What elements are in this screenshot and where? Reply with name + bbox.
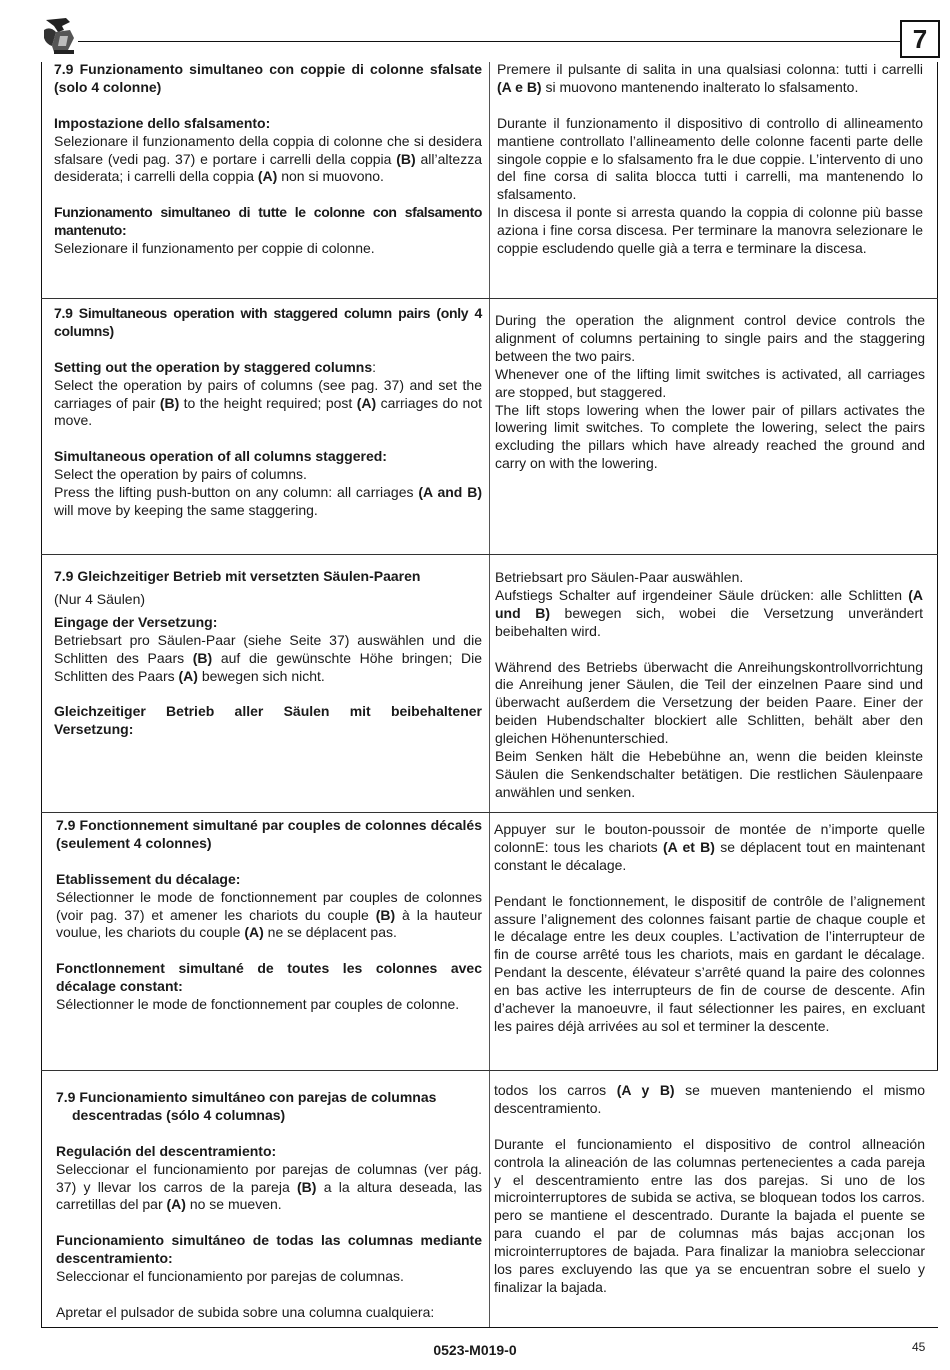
section-de-heading-1: Eingage der Versetzung: [54,613,218,630]
section-it-right-paragraph-2: Durante il funzionamento il dispositivo di controllo di allineamento mantiene controllato l’allineamento delle colonne facenti parte delle singole coppie e lo sfalsamento fra le due coppie. L’intervento di uno del fine corsa di salita blocca tutti i carrelli, ma mantenendo lo sfalsamento. [497,114,923,203]
document-code: 0523-M019-0 [433,1342,517,1358]
section-it-right-paragraph-1: Premere il pulsante di salita in una qualsiasi colonna: tutti i carrelli (A e B) si muovono mantenendo inalterato lo sfalsamento. [497,61,923,95]
section-es-heading-2: Funcionamiento simultáneo de todas las columnas mediante descentramiento: [56,1232,482,1267]
frame-right-border [937,62,938,1070]
section-es-left [56,1089,482,1322]
section-en-right [495,312,925,473]
section-es-paragraph-1: Seleccionar el funcionamiento por parejas de columnas (ver pág. 37) y llevar los carros de la pareja (B) a la altura deseada, las carretillas del par (A) no se mueven. [56,1160,482,1213]
section-separator [41,812,938,813]
section-separator [41,554,938,555]
column-divider [489,1070,490,1327]
section-fr-title: 7.9 Fonctionnement simultané par couples de colonnes décalés (seulement 4 colonnes) [56,817,482,851]
section-en-heading-1: Setting out the operation by staggered columns: [54,358,377,375]
section-en-paragraph-3: Press the lifting push-button on any column: all carriages (A and B) will move by keeping the same staggering. [54,484,482,518]
section-fr-heading-2: Fonctlonnement simultané de toutes les colonnes avec décalage constant: [56,960,482,995]
section-de-left [54,568,482,739]
section-fr-heading-1: Etablissement du décalage: [56,870,241,887]
section-fr-right-paragraph-1: Appuyer sur le bouton-poussoir de montée de n’importe quelle colonnE: tous les chariots (A et B) se déplacent tout en maintenant constant le décalage. [494,821,925,873]
section-de-right [495,569,923,802]
column-divider [489,812,490,1070]
section-es-title: 7.9 Funcionamiento simultáneo con parejas de columnas descentradas (sólo 4 columnas) [56,1089,437,1123]
section-it-paragraph-1: Selezionare il funzionamento della coppia di colonne che si desidera sfalsare (vedi pag. 37) e portare i carrelli della coppia (B) all’altezza desiderata; i carrelli della coppia (A) non si muovono. [54,132,482,185]
column-divider [489,554,490,812]
section-fr-paragraph-2: Sélectionner le mode de fonctionnement par couples de colonne. [56,996,460,1013]
section-de-title: 7.9 Gleichzeitiger Betrieb mit versetzten Säulen-Paaren [54,568,421,584]
manufacturer-logo-icon [40,16,78,56]
section-it-left [54,61,482,258]
section-de-right-paragraph-4: Beim Senken hält die Hebebühne an, wenn die beiden kleinste Säulen die Senkendschalter betätigen. Die restlichen Säulenpaare anwählen und senken. [495,748,923,800]
section-fr-right [494,821,925,1036]
column-divider [489,62,490,298]
section-it-right [497,61,923,258]
section-de-right-paragraph-3: Während des Betriebs überwacht die Anreihungskontrollvorrichtung die Anreihung jener Säulen, die Teil der einzelnen Paare sind und überwacht außerdem die Versetzung der beiden Paare. Einer der beiden Hubendschalter blockiert alle Schlitten, behält aber den gleichen Höhenunterschied. [495,658,923,747]
section-en-right-paragraph-2: Whenever one of the lifting limit switches is activated, all carriages are stopped, but staggered. [495,365,925,400]
section-es-paragraph-3: Apretar el pulsador de subida sobre una columna cualquiera: [56,1303,435,1320]
column-divider [489,298,490,554]
section-it-right-paragraph-3: In discesa il ponte si arresta quando la coppia di colonne più basse aziona i fine corsa discesa. Per terminare la manovra selezionare le coppie escludendo quelle già a terra e terminare la discesa. [497,204,923,257]
section-es-right [494,1082,925,1297]
frame-bottom-border [41,1327,938,1328]
section-separator [41,1070,938,1071]
section-fr-paragraph-1: Sélectionner le mode de fonctionnement par couples de colonnes (voir pag. 37) et amener les chariots du couple (B) à la hauteur voulue, les chariots du couple (A) ne se déplacent pas. [56,888,482,941]
section-en-heading-2: Simultaneous operation of all columns staggered: [54,448,387,465]
section-de-right-paragraph-1: Betriebsart pro Säulen-Paar auswählen. [495,569,744,585]
section-it-heading-2: Funzionamento simultaneo di tutte le colonne con sfalsamento mantenuto: [54,204,482,239]
section-de-right-paragraph-2: Aufstiegs Schalter auf irgendeiner Säule drücken: alle Schlitten (A und B) bewegen sich, wobei die Versetzung unverändert beibehalten wird. [495,586,923,639]
section-fr-right-paragraph-2: Pendant le fonctionnement, le dispositif de contrôle de l’alignement assure l’alignement des colonnes faisant partie de chaque couple et le décalage entre les deux couples. L’activation de l’interrupteur de fin de course arrêté tous les chariots, mais en gardant le décalage. Pendant la descente, élévateur s’arrêté quand la paire des colonnes en bas active les interrupteurs de fin de course de descente. Afin d’achever la manoeuvre, il faut sélectionner les paires, en excluant les paires déjà arrivées au sol et terminer la descente. [494,892,925,1034]
section-es-right-paragraph-1: todos los carros (A y B) se mueven manteniendo el mismo descentramiento. [494,1082,926,1116]
section-de-paragraph-1: Betriebsart pro Säulen-Paar (siehe Seite 37) auswählen und die Schlitten des Paars (B) auf die gewünschte Höhe bringen; Die Schlitten des Paars (A) bewegen sich nicht. [54,631,482,684]
section-es-paragraph-2: Seleccionar el funcionamiento por parejas de columnas. [56,1268,404,1285]
section-it-title: 7.9 Funzionamento simultaneo con coppie di colonne sfalsate (solo 4 colonne) [54,61,482,95]
page-number: 45 [912,1340,926,1354]
section-separator [41,298,938,299]
section-es-heading-1: Regulación del descentramiento: [56,1142,277,1159]
section-en-paragraph-2: Select the operation by pairs of columns. [54,466,307,483]
section-de-heading-2: Gleichzeitiger Betrieb aller Säulen mit beibehaltener Versetzung: [54,703,482,738]
header-rule [78,41,900,42]
section-en-paragraph-1: Select the operation by pairs of columns (see pag. 37) and set the carriages of pair (B) to the height required; post (A) carriages do not move. [54,376,482,429]
chapter-number-box: 7 [900,20,940,58]
section-en-right-paragraph-1: During the operation the alignment control device controls the alignment of columns pertaining to single pairs and the staggering between the two pairs. [495,312,925,364]
section-fr-left [56,817,482,1014]
section-it-heading-1: Impostazione dello sfalsamento: [54,114,271,131]
section-en-right-paragraph-3: The lift stops lowering when the lower pair of pillars activates the lowering limit switches. To complete the lowering, select the pairs excluding the pillars which have already reached the ground and carry on with the lowering. [495,401,925,472]
section-es-right-paragraph-2: Durante el funcionamiento el dispositivo de control allneación controla la alineación de las columnas pertenecientes a cada pareja y el descentramiento entre las dos parejas. Si uno de los microinterruptores de subida se activa, se bloquean todos los carros. pero se mantiene el descentrado. Durante la bajada el puente se para cuando el par de columnas más bajas acc¡onan los microinterruptores de bajada. Para finalizar la maniobra seleccionar los pares excluyendo las que ya se encuentran sobre el suelo y finalizar la bajada. [494,1135,925,1295]
frame-left-border [41,62,42,1327]
section-en-left [54,305,482,520]
section-en-title: 7.9 Simultaneous operation with staggered column pairs (only 4 columns) [54,305,482,339]
section-de-subtitle: (Nur 4 Säulen) [54,590,146,607]
section-it-paragraph-2: Selezionare il funzionamento per coppie di colonne. [54,240,375,257]
